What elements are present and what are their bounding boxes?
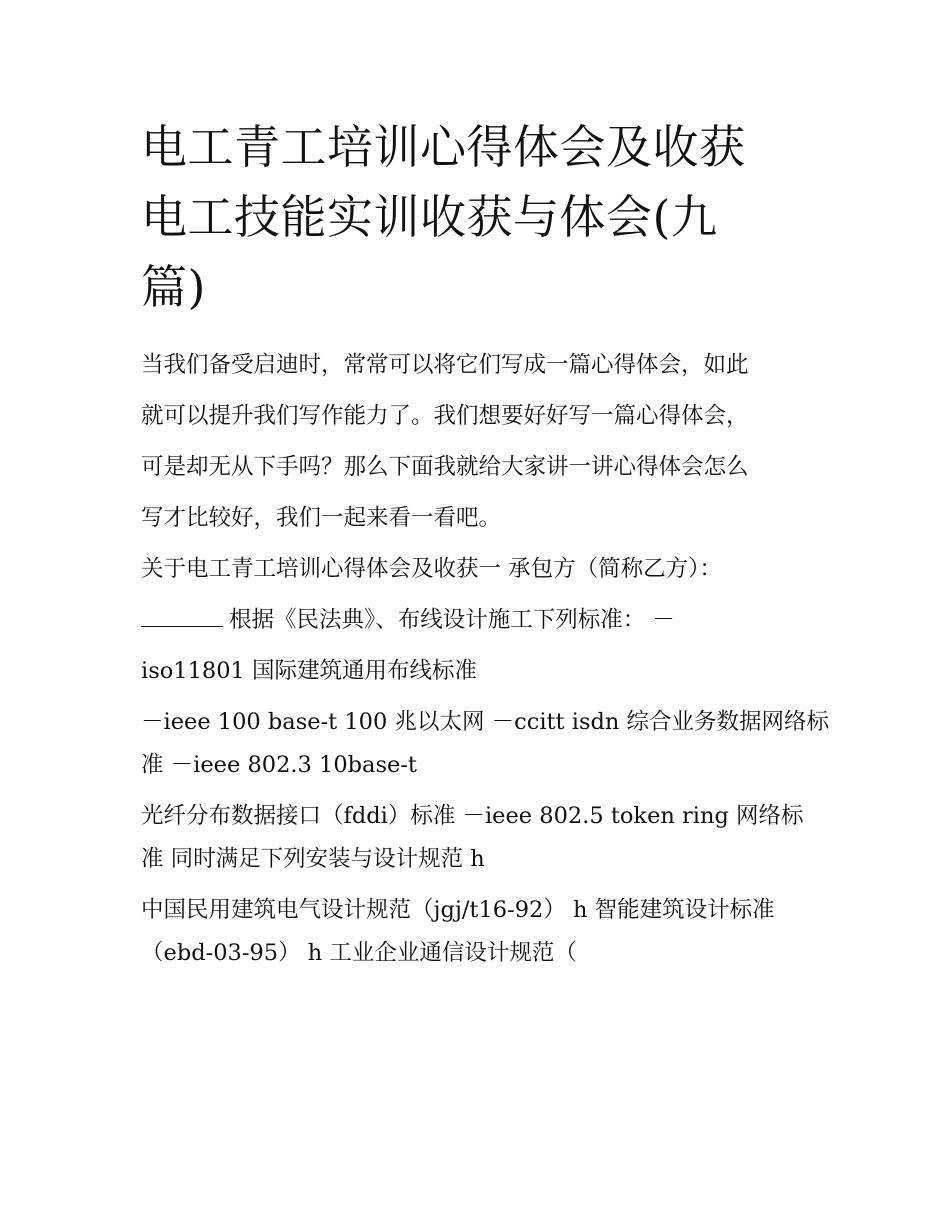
contract-basis-paragraph [141, 599, 821, 642]
standard-line: iso11801 国际建筑通用布线标准 [141, 658, 478, 684]
title-line: 篇) [141, 260, 206, 314]
section-heading-text: 关于电工青工培训心得体会及收获一 承包方（简称乙方）： [141, 556, 722, 582]
standard-paragraph [141, 701, 830, 787]
intro-line: 可是却无从下手吗？那么下面我就给大家讲一讲心得体会怎么 [141, 454, 749, 480]
intro-paragraph [141, 340, 821, 544]
contract-basis-line [141, 599, 821, 642]
title-line: 电工青工培训心得体会及收获 [141, 120, 746, 174]
intro-line: 当我们备受启迪时，常常可以将它们写成一篇心得体会，如此 [141, 352, 749, 378]
document-content [141, 112, 830, 983]
title-line: 电工技能实训收获与体会(九 [141, 190, 718, 244]
standard-line: 准 －ieee 802.3 10base-t [141, 752, 417, 778]
standard-paragraph [141, 795, 821, 881]
standard-paragraph [141, 889, 821, 975]
document-body [141, 340, 830, 975]
blank-fill-line [141, 606, 223, 627]
standard-line: 光纤分布数据接口（fddi）标准 －ieee 802.5 token ring 网络标 [141, 803, 804, 829]
standard-line: 准 同时满足下列安装与设计规范 h [141, 846, 485, 872]
document-title [141, 112, 821, 322]
standard-paragraph [141, 650, 821, 693]
standard-line: 中国民用建筑电气设计规范（jgj/t16-92） h 智能建筑设计标准 [141, 897, 775, 923]
section-heading [141, 548, 821, 591]
intro-line: 写才比较好，我们一起来看一看吧。 [141, 505, 502, 531]
intro-line: 就可以提升我们写作能力了。我们想要好好写一篇心得体会， [141, 403, 749, 429]
standard-line: （ebd-03-95） h 工业企业通信设计规范（ [141, 940, 577, 966]
standard-line: －ieee 100 base-t 100 兆以太网 －ccitt isdn 综合业务数据网络标 [141, 709, 830, 735]
contract-basis-text: 根据《民法典》、布线设计施工下列标准： － [229, 607, 675, 633]
